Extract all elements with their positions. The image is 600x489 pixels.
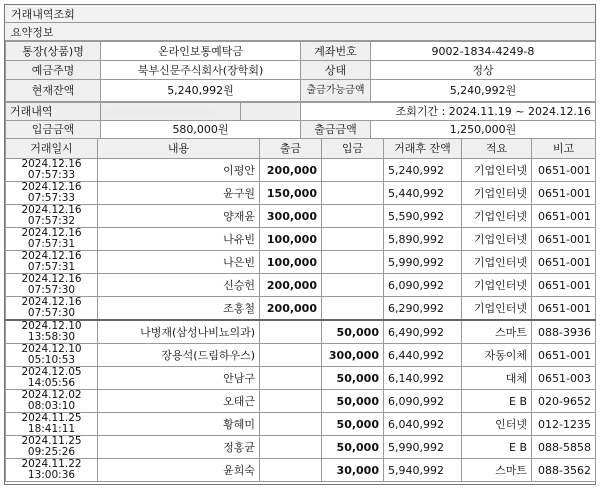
time-text: 07:57:32 xyxy=(27,215,76,227)
date-cell xyxy=(6,228,98,251)
note-cell: 0651-001 xyxy=(532,297,596,321)
deposit-cell xyxy=(322,274,384,297)
balance-cell: 5,990,992 xyxy=(384,436,462,459)
date-text: 2024.12.10 xyxy=(21,320,82,332)
description-cell: 윤희숙 xyxy=(98,459,260,482)
note-cell: 012-1235 xyxy=(532,413,596,436)
balance-cell: 6,090,992 xyxy=(384,390,462,413)
withdrawal-cell: 200,000 xyxy=(260,274,322,297)
column-header-description: 내용 xyxy=(98,139,260,159)
balance-cell: 5,440,992 xyxy=(384,182,462,205)
note-cell: 088-5858 xyxy=(532,436,596,459)
withdrawal-cell xyxy=(260,390,322,413)
memo-cell: 스마트 xyxy=(462,320,532,344)
status-label: 상태 xyxy=(301,61,371,80)
period-label: 조회기간 : 2024.11.19 ~ 2024.12.16 xyxy=(301,103,596,121)
table-row xyxy=(6,274,596,297)
deposit-cell xyxy=(322,251,384,274)
table-row xyxy=(6,159,596,182)
column-header-balance: 거래후 잔액 xyxy=(384,139,462,159)
description-cell: 장용석(드림하우스) xyxy=(98,344,260,367)
totals-row xyxy=(6,121,596,139)
date-cell xyxy=(6,413,98,436)
transactions-body xyxy=(6,159,596,482)
transactions-header-row xyxy=(6,139,596,159)
balance-cell: 5,990,992 xyxy=(384,251,462,274)
summary-row xyxy=(6,61,596,80)
column-header-note: 비고 xyxy=(532,139,596,159)
balance-cell: 6,090,992 xyxy=(384,274,462,297)
memo-cell: 기업인터넷 xyxy=(462,297,532,321)
table-row xyxy=(6,459,596,482)
time-text: 08:03:10 xyxy=(27,400,76,412)
table-row xyxy=(6,228,596,251)
description-cell: 황혜미 xyxy=(98,413,260,436)
current-balance-label: 현재잔액 xyxy=(6,80,101,102)
description-cell: 이평안 xyxy=(98,159,260,182)
time-text: 09:25:26 xyxy=(27,446,76,458)
time-text: 14:05:56 xyxy=(27,377,76,389)
balance-cell: 5,240,992 xyxy=(384,159,462,182)
masked-field xyxy=(101,103,241,121)
note-cell: 0651-003 xyxy=(532,367,596,390)
date-text: 2024.12.16 xyxy=(21,273,82,285)
time-text: 18:41:11 xyxy=(27,423,76,435)
description-cell: 나은빈 xyxy=(98,251,260,274)
date-cell xyxy=(6,274,98,297)
memo-cell: 기업인터넷 xyxy=(462,228,532,251)
date-cell xyxy=(6,436,98,459)
withdrawal-cell: 100,000 xyxy=(260,251,322,274)
summary-row xyxy=(6,80,596,102)
withdrawal-cell xyxy=(260,413,322,436)
date-text: 2024.12.02 xyxy=(21,389,82,401)
date-cell xyxy=(6,205,98,228)
table-row xyxy=(6,436,596,459)
memo-cell: 스마트 xyxy=(462,459,532,482)
transaction-inquiry-panel xyxy=(4,4,596,485)
summary-section-header xyxy=(5,23,595,41)
date-cell xyxy=(6,182,98,205)
memo-cell: 기업인터넷 xyxy=(462,205,532,228)
date-cell xyxy=(6,390,98,413)
description-cell: 윤구원 xyxy=(98,182,260,205)
date-text: 2024.12.05 xyxy=(21,366,82,378)
account-number-value: 9002-1834-4249-8 xyxy=(371,42,596,61)
table-row xyxy=(6,413,596,436)
time-text: 07:57:33 xyxy=(27,192,76,204)
date-text: 2024.12.16 xyxy=(21,158,82,170)
deposit-cell xyxy=(322,159,384,182)
time-text: 07:57:31 xyxy=(27,238,76,250)
current-balance-value: 5,240,992원 xyxy=(101,80,301,102)
deposit-cell: 50,000 xyxy=(322,367,384,390)
note-cell: 0651-001 xyxy=(532,344,596,367)
description-cell: 정홍균 xyxy=(98,436,260,459)
memo-cell: E B xyxy=(462,390,532,413)
balance-cell: 6,140,992 xyxy=(384,367,462,390)
time-text: 13:58:30 xyxy=(27,331,76,343)
holder-name-value: 북부신문주식회사(장학회) xyxy=(101,61,301,80)
note-cell: 088-3562 xyxy=(532,459,596,482)
balance-cell: 6,490,992 xyxy=(384,320,462,344)
table-row xyxy=(6,205,596,228)
deposit-cell: 30,000 xyxy=(322,459,384,482)
transactions-section-row xyxy=(6,103,596,121)
withdrawal-cell: 300,000 xyxy=(260,205,322,228)
column-header-date: 거래일시 xyxy=(6,139,98,159)
date-text: 2024.12.16 xyxy=(21,181,82,193)
date-cell xyxy=(6,367,98,390)
note-cell: 0651-001 xyxy=(532,182,596,205)
description-cell: 나유빈 xyxy=(98,228,260,251)
balance-cell: 6,040,992 xyxy=(384,413,462,436)
date-text: 2024.11.25 xyxy=(21,412,82,424)
withdrawal-cell xyxy=(260,367,322,390)
description-cell: 오태근 xyxy=(98,390,260,413)
note-cell: 088-3936 xyxy=(532,320,596,344)
time-text: 05:10:53 xyxy=(27,354,76,366)
window-title: 거래내역조회 xyxy=(11,7,75,21)
masked-field xyxy=(241,103,301,121)
date-text: 2024.12.16 xyxy=(21,296,82,308)
withdraw-total-label: 출금금액 xyxy=(301,121,371,139)
date-cell xyxy=(6,459,98,482)
summary-row xyxy=(6,42,596,61)
memo-cell: 기업인터넷 xyxy=(462,251,532,274)
account-number-label: 계좌번호 xyxy=(301,42,371,61)
withdrawal-cell: 200,000 xyxy=(260,297,322,321)
deposit-cell: 50,000 xyxy=(322,320,384,344)
date-text: 2024.11.22 xyxy=(21,458,82,470)
transactions-table xyxy=(5,138,596,482)
totals-table xyxy=(5,120,596,139)
date-cell xyxy=(6,320,98,344)
time-text: 07:57:33 xyxy=(27,169,76,181)
withdrawable-amount-label: 출금가능금액 xyxy=(301,80,371,102)
note-cell: 0651-001 xyxy=(532,274,596,297)
withdrawal-cell: 100,000 xyxy=(260,228,322,251)
table-row xyxy=(6,297,596,321)
note-cell: 020-9652 xyxy=(532,390,596,413)
time-text: 13:00:36 xyxy=(27,469,76,481)
withdrawal-cell xyxy=(260,344,322,367)
balance-cell: 5,940,992 xyxy=(384,459,462,482)
column-header-withdrawal: 출금 xyxy=(260,139,322,159)
description-cell: 나병재(삼성나비뇨의과) xyxy=(98,320,260,344)
withdrawal-cell: 150,000 xyxy=(260,182,322,205)
deposit-cell: 300,000 xyxy=(322,344,384,367)
date-cell xyxy=(6,159,98,182)
description-cell: 양재윤 xyxy=(98,205,260,228)
deposit-cell xyxy=(322,297,384,321)
date-text: 2024.12.16 xyxy=(21,204,82,216)
holder-name-label: 예금주명 xyxy=(6,61,101,80)
memo-cell: 인터넷 xyxy=(462,413,532,436)
memo-cell: 기업인터넷 xyxy=(462,182,532,205)
note-cell: 0651-001 xyxy=(532,205,596,228)
deposit-total-label: 입금금액 xyxy=(6,121,101,139)
date-text: 2024.12.16 xyxy=(21,227,82,239)
date-text: 2024.12.10 xyxy=(21,343,82,355)
summary-section-title: 요약정보 xyxy=(11,25,54,39)
withdraw-total-value: 1,250,000원 xyxy=(371,121,596,139)
description-cell: 조홍철 xyxy=(98,297,260,321)
time-text: 07:57:30 xyxy=(27,284,76,296)
balance-cell: 6,440,992 xyxy=(384,344,462,367)
account-name-label: 통장(상품)명 xyxy=(6,42,101,61)
table-row xyxy=(6,320,596,344)
memo-cell: E B xyxy=(462,436,532,459)
note-cell: 0651-001 xyxy=(532,228,596,251)
date-text: 2024.11.25 xyxy=(21,435,82,447)
deposit-cell xyxy=(322,228,384,251)
table-row xyxy=(6,367,596,390)
table-row xyxy=(6,251,596,274)
description-cell: 안남구 xyxy=(98,367,260,390)
deposit-cell xyxy=(322,182,384,205)
table-row xyxy=(6,344,596,367)
transactions-section-title: 거래내역 xyxy=(6,103,101,121)
withdrawal-cell xyxy=(260,436,322,459)
memo-cell: 기업인터넷 xyxy=(462,159,532,182)
time-text: 07:57:30 xyxy=(27,307,76,319)
table-row xyxy=(6,390,596,413)
column-header-deposit: 입금 xyxy=(322,139,384,159)
balance-cell: 5,590,992 xyxy=(384,205,462,228)
withdrawable-amount-value: 5,240,992원 xyxy=(371,80,596,102)
deposit-cell: 50,000 xyxy=(322,413,384,436)
account-name-value: 온라인보통예탁금 xyxy=(101,42,301,61)
note-cell: 0651-001 xyxy=(532,159,596,182)
deposit-total-value: 580,000원 xyxy=(101,121,301,139)
transactions-header-table xyxy=(5,102,596,121)
deposit-cell: 50,000 xyxy=(322,390,384,413)
deposit-cell: 50,000 xyxy=(322,436,384,459)
date-text: 2024.12.16 xyxy=(21,250,82,262)
summary-table xyxy=(5,41,596,102)
column-header-memo: 적요 xyxy=(462,139,532,159)
time-text: 07:57:31 xyxy=(27,261,76,273)
balance-cell: 6,290,992 xyxy=(384,297,462,321)
balance-cell: 5,890,992 xyxy=(384,228,462,251)
date-cell xyxy=(6,251,98,274)
description-cell: 신승헌 xyxy=(98,274,260,297)
withdrawal-cell xyxy=(260,320,322,344)
memo-cell: 대체 xyxy=(462,367,532,390)
deposit-cell xyxy=(322,205,384,228)
date-cell xyxy=(6,297,98,321)
table-row xyxy=(6,182,596,205)
note-cell: 0651-001 xyxy=(532,251,596,274)
memo-cell: 기업인터넷 xyxy=(462,274,532,297)
withdrawal-cell xyxy=(260,459,322,482)
window-title-bar xyxy=(5,5,595,23)
date-cell xyxy=(6,344,98,367)
status-value: 정상 xyxy=(371,61,596,80)
withdrawal-cell: 200,000 xyxy=(260,159,322,182)
memo-cell: 자동이체 xyxy=(462,344,532,367)
